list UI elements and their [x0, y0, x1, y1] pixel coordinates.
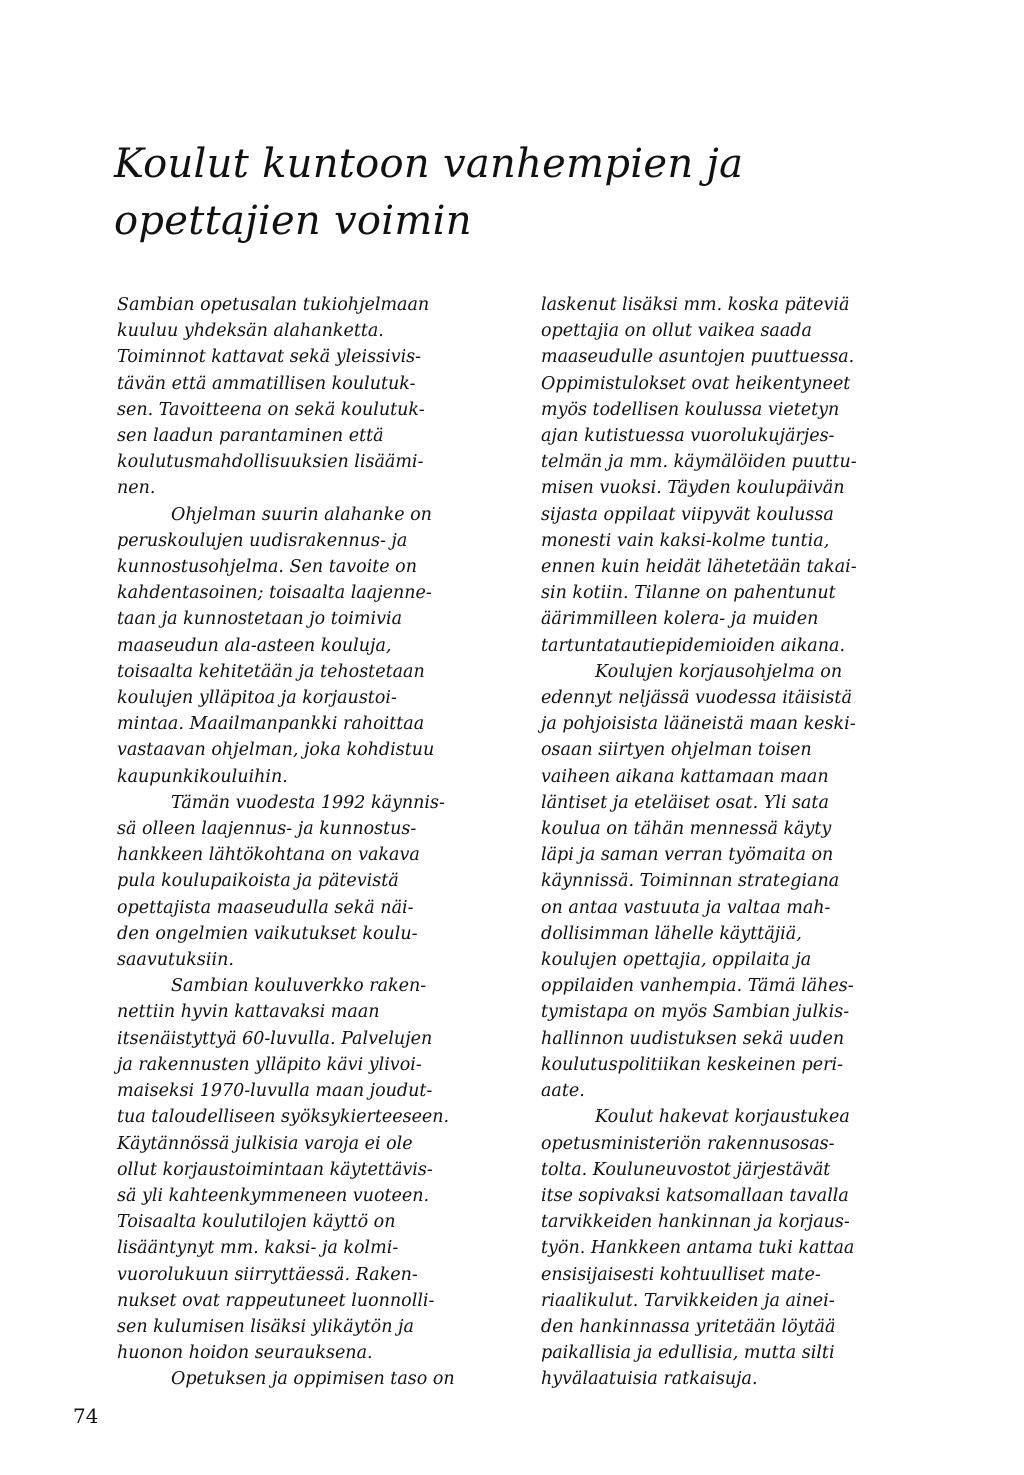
text-line: peruskoulujen uudisrakennus- ja: [117, 530, 408, 551]
text-line: sin kotiin. Tilanne on pahentunut: [541, 583, 836, 604]
text-line: mintaa. Maailmanpankki rahoittaa: [117, 714, 425, 735]
article-column-right: [541, 292, 941, 1393]
text-line: tartuntatautiepidemioiden aikana.: [541, 635, 846, 656]
text-line: hankkeen lähtökohtana on vakava: [117, 845, 420, 866]
text-line: ja pohjoisista lääneistä maan keski-: [541, 714, 856, 735]
text-line: Opetuksen ja oppimisen taso on: [171, 1369, 455, 1390]
text-line: koulutusmahdollisuuksien lisäämi-: [117, 452, 424, 473]
text-line: itsenäistyttyä 60-luvulla. Palvelujen: [117, 1028, 433, 1049]
text-line: edennyt neljässä vuodessa itäisistä: [541, 688, 852, 709]
text-line: toisaalta kehitetään ja tehostetaan: [117, 661, 425, 682]
text-line: nettiin hyvin kattavaksi maan: [117, 1002, 380, 1023]
text-line: maaseudulle asuntojen puuttuessa.: [541, 347, 855, 368]
text-line: sä yli kahteenkymmeneen vuoteen.: [117, 1185, 430, 1206]
text-line: Koulut hakevat korjaustukea: [595, 1107, 850, 1128]
text-line: käynnissä. Toiminnan strategiana: [541, 871, 840, 892]
text-line: hallinnon uudistuksen sekä uuden: [541, 1028, 845, 1049]
text-line: opettajia on ollut vaikea saada: [541, 321, 812, 342]
text-line: den hankinnassa yritetään löytää: [541, 1316, 836, 1337]
text-line: pula koulupaikoista ja pätevistä: [117, 871, 399, 892]
text-line: tarvikkeiden hankinnan ja korjaus-: [541, 1212, 850, 1233]
text-line: misen vuoksi. Täyden koulupäivän: [541, 478, 845, 499]
text-line: vaiheen aikana kattamaan maan: [541, 766, 829, 787]
text-line: telmän ja mm. käymälöiden puuttu-: [541, 452, 857, 473]
text-line: osaan siirtyen ohjelman toisen: [541, 740, 812, 761]
text-line: Tämän vuodesta 1992 käynnis-: [171, 792, 445, 813]
text-line: läntiset ja eteläiset osat. Yli sata: [541, 792, 829, 813]
text-line: dollisimman lähelle käyttäjiä,: [541, 923, 802, 944]
text-line: läpi ja saman verran työmaita on: [541, 845, 834, 866]
text-line: nukset ovat rappeutuneet luonnolli-: [117, 1290, 435, 1311]
text-line: oppilaiden vanhempia. Tämä lähes-: [541, 976, 854, 997]
text-line: taan ja kunnostetaan jo toimivia: [117, 609, 403, 630]
text-line: den ongelmien vaikutukset koulu-: [117, 923, 418, 944]
text-line: kuuluu yhdeksän alahanketta.: [117, 321, 384, 342]
text-line: hyvälaatuisia ratkaisuja.: [541, 1369, 758, 1390]
text-line: koulujen ylläpitoa ja korjaustoi-: [117, 688, 397, 709]
page-number: 74: [73, 1404, 99, 1428]
text-line: sen kulumisen lisäksi ylikäytön ja: [117, 1316, 414, 1337]
text-line: työn. Hankkeen antama tuki kattaa: [541, 1238, 855, 1259]
text-line: Ohjelman suurin alahanke on: [171, 504, 432, 525]
text-line: opetusministeriön rakennusosas-: [541, 1133, 835, 1154]
text-line: äärimmilleen kolera- ja muiden: [541, 609, 819, 630]
text-line: huonon hoidon seurauksena.: [117, 1343, 373, 1364]
text-line: vastaavan ohjelman, joka kohdistuu: [117, 740, 435, 761]
text-line: myös todellisen koulussa vietetyn: [541, 399, 840, 420]
text-line: sijasta oppilaat viipyvät koulussa: [541, 504, 834, 525]
text-line: opettajista maaseudulla sekä näi-: [117, 897, 414, 918]
text-line: kaupunkikouluihin.: [117, 766, 288, 787]
text-line: koulua on tähän mennessä käyty: [541, 819, 832, 840]
text-line: sen. Tavoitteena on sekä koulutuk-: [117, 399, 425, 420]
text-line: ollut korjaustoimintaan käytettävis-: [117, 1159, 433, 1180]
text-line: paikallisia ja edullisia, mutta silti: [541, 1343, 835, 1364]
text-line: Toiminnot kattavat sekä yleissivis-: [117, 347, 422, 368]
text-line: tolta. Kouluneuvostot järjestävät: [541, 1159, 831, 1180]
text-line: kahdentasoinen; toisaalta laajenne-: [117, 583, 432, 604]
text-line: sen laadun parantaminen että: [117, 426, 384, 447]
text-line: Toisaalta koulutilojen käyttö on: [117, 1212, 396, 1233]
text-line: aate.: [541, 1081, 585, 1102]
text-line: koulutuspolitiikan keskeinen peri-: [541, 1054, 843, 1075]
text-line: tymistapa on myös Sambian julkis-: [541, 1002, 850, 1023]
text-line: on antaa vastuuta ja valtaa mah-: [541, 897, 831, 918]
article-column-left: [117, 292, 517, 1393]
text-line: tua taloudelliseen syöksykierteeseen.: [117, 1107, 450, 1128]
text-line: itse sopivaksi katsomallaan tavalla: [541, 1185, 849, 1206]
text-line: tävän että ammatillisen koulutuk-: [117, 373, 416, 394]
text-line: Sambian opetusalan tukiohjelmaan: [117, 295, 430, 315]
text-line: Oppimistulokset ovat heikentyneet: [541, 373, 851, 394]
text-line: maiseksi 1970-luvulla maan joudut-: [117, 1081, 433, 1102]
text-line: kunnostusohjelma. Sen tavoite on: [117, 557, 417, 578]
text-line: Käytännössä julkisia varoja ei ole: [117, 1133, 413, 1154]
page-title-line-2: opettajien voimin: [114, 198, 472, 244]
text-line: koulujen opettajia, oppilaita ja: [541, 950, 812, 971]
text-line: sä olleen laajennus- ja kunnostus-: [117, 819, 417, 840]
text-line: saavutuksiin.: [117, 950, 234, 971]
text-line: ja rakennusten ylläpito kävi ylivoi-: [117, 1054, 422, 1075]
text-line: lisääntynyt mm. kaksi- ja kolmi-: [117, 1238, 399, 1259]
text-line: Sambian kouluverkko raken-: [171, 976, 427, 997]
text-line: laskenut lisäksi mm. koska päteviä: [541, 295, 850, 315]
text-line: ennen kuin heidät lähetetään takai-: [541, 557, 857, 578]
text-line: maaseudun ala-asteen kouluja,: [117, 635, 392, 656]
text-line: ensisijaisesti kohtuulliset mate-: [541, 1264, 821, 1285]
text-line: riaalikulut. Tarvikkeiden ja ainei-: [541, 1290, 835, 1311]
page-title: [114, 136, 914, 250]
text-line: nen.: [117, 478, 156, 499]
text-line: vuorolukuun siirryttäessä. Raken-: [117, 1264, 418, 1285]
page-title-line-1: Koulut kuntoon vanhempien ja: [114, 141, 744, 187]
text-line: monesti vain kaksi-kolme tuntia,: [541, 530, 830, 551]
text-line: Koulujen korjausohjelma on: [595, 661, 843, 682]
text-line: ajan kutistuessa vuorolukujärjes-: [541, 426, 835, 447]
